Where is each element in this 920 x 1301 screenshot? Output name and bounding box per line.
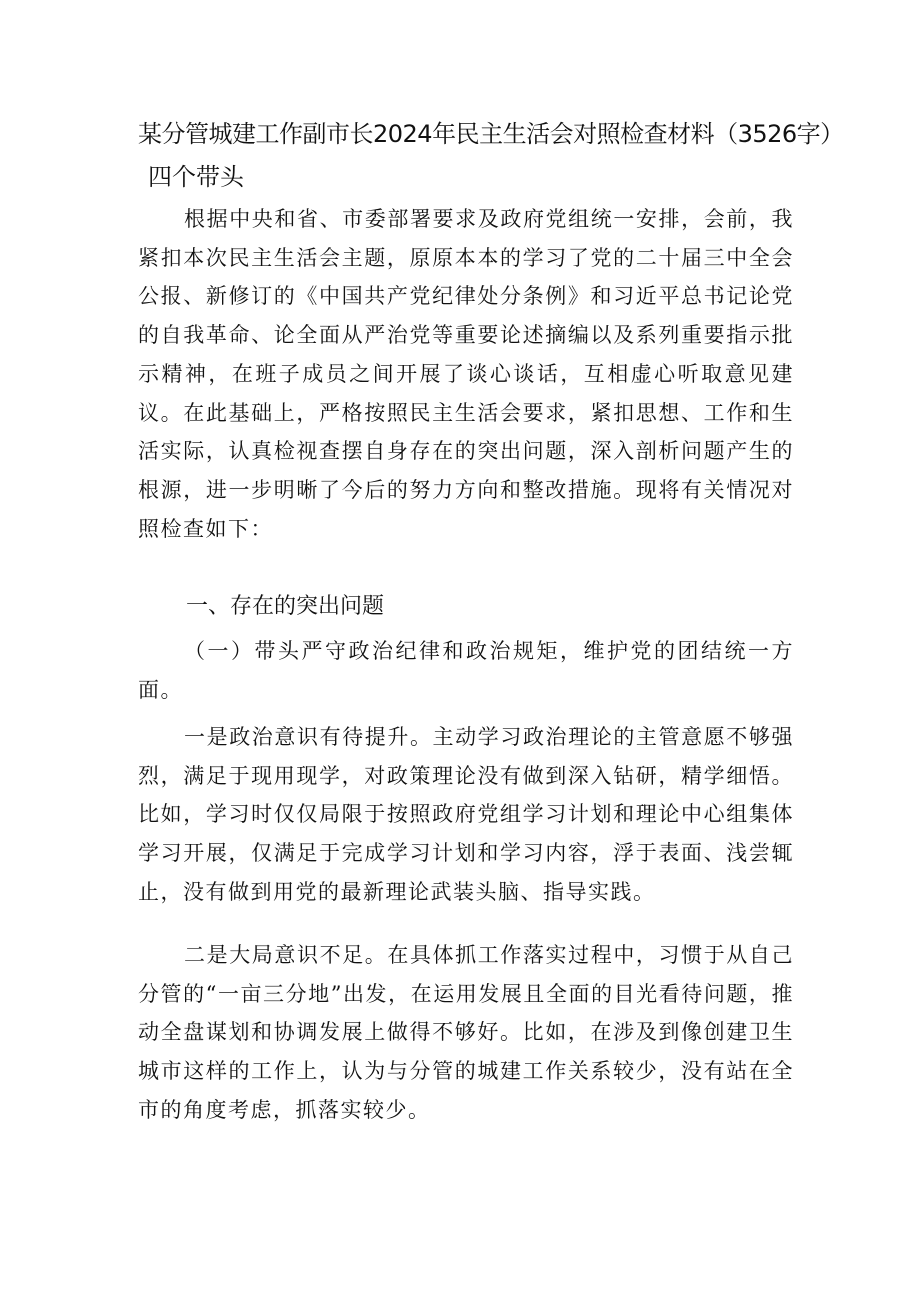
document-subtitle: 四个带头 [148,163,244,191]
subsection-heading: （一）带头严守政治纪律和政治规矩，维护党的团结统一方面。 [138,639,794,702]
section-heading: 一、存在的突出问题 [186,594,385,619]
intro-paragraph: 根据中央和省、市委部署要求及政府党组统一安排，会前，我紧扣本次民主生活会主题，原原本本的学习了党的二十届三中全会公报、新修订的《中国共产党纪律处分条例》和习近平总书记论党的自我革命、论全面从严治党等重要论述摘编以及系列重要指示批示精神，在班子成员之间开展了谈心谈话，互相虚心听取意见建议。在此基础上，严格按照民主生活会要求，紧扣思想、工作和生活实际，认真检视查摆自身存在的突出问题，深入剖析问题产生的根源，进一步明晰了今后的努力方向和整改措施。现将有关情况对照检查如下： [138,207,794,541]
document-title: 某分管城建工作副市长2024年民主生活会对照检查材料（3526字） [138,120,844,148]
body-paragraph-2: 二是大局意识不足。在具体抓工作落实过程中，习惯于从自己分管的“一亩三分地”出发，在运用发展且全面的目光看待问题，推动全盘谋划和协调发展上做得不够好。比如，在涉及到像创建卫生城市这样的工作上，认为与分管的城建工作关系较少，没有站在全市的角度考虑，抓落实较少。 [138,943,794,1122]
body-paragraph-1: 一是政治意识有待提升。主动学习政治理论的主管意愿不够强烈，满足于现用现学，对政策理论没有做到深入钻研，精学细悟。比如，学习时仅仅局限于按照政府党组学习计划和理论中心组集体学习开展，仅满足于完成学习计划和学习内容，浮于表面、浅尝辄止，没有做到用党的最新理论武装头脑、指导实践。 [138,725,794,904]
